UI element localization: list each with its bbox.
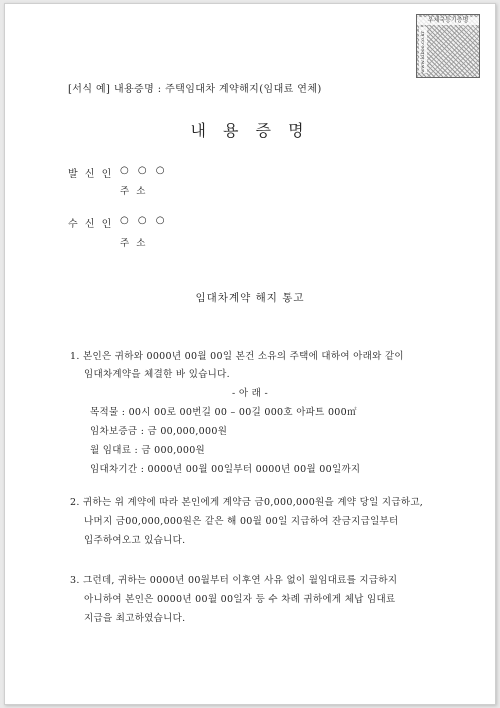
item3-line1: 3. 그런데, 귀하는 0000년 00월부터 이후연 사유 없이 월임대료를 지급하지	[70, 575, 398, 586]
item2-line3: 입주하여오고 있습니다.	[84, 535, 186, 546]
item1-heading: - 아 래 -	[232, 388, 268, 399]
item2-line1: 2. 귀하는 위 계약에 따라 본인에게 계약금 금0,000,000원을 계약 당일 지급하고,	[70, 497, 424, 508]
item1-detail-period: 임대차기간 : 0000년 00월 00일부터 0000년 00월 00일까지	[90, 464, 361, 475]
recipient-name: ○ ○ ○	[120, 215, 168, 226]
registered-mail-stamp	[416, 14, 480, 78]
item3-line3: 지급을 최고하였습니다.	[84, 613, 186, 624]
item2-line2: 나머지 금00,000,000원은 같은 해 00월 00일 지급하여 잔금지급일부터	[84, 516, 399, 527]
sender-address-label: 주 소	[120, 186, 148, 197]
item1-detail-deposit: 임차보증금 : 금 00,000,000원	[90, 426, 228, 437]
item3-line2: 아니하여 본인은 0000년 00월 00일자 등 수 차례 귀하에게 체납 임대료	[84, 594, 396, 605]
item1-detail-rent: 월 임대료 : 금 000,000원	[90, 445, 206, 456]
notice-title: 임대차계약 해지 통고	[195, 292, 305, 304]
document-title: 내 용 증 명	[190, 121, 310, 140]
item1-detail-property: 목적물 : 00시 00로 00번길 00 – 00길 000호 아파트 000㎡	[90, 407, 357, 418]
form-subtitle: [서식 예] 내용증명 : 주택임대차 계약해지(임대료 연체)	[68, 84, 322, 95]
stamp-url: www.kiboo.co.kr	[419, 27, 427, 73]
item1-line2: 임대차계약을 체결한 바 있습니다.	[84, 369, 230, 380]
stamp-caption: 우체국등기증명	[417, 17, 479, 25]
recipient-address-label: 주 소	[120, 238, 148, 249]
sender-label: 발 신 인	[68, 169, 114, 180]
item1-line1: 1. 본인은 귀하와 0000년 00월 00일 본건 소유의 주택에 대하여 아래와 같이	[70, 351, 404, 362]
recipient-label: 수 신 인	[68, 219, 114, 230]
sender-name: ○ ○ ○	[120, 165, 168, 176]
